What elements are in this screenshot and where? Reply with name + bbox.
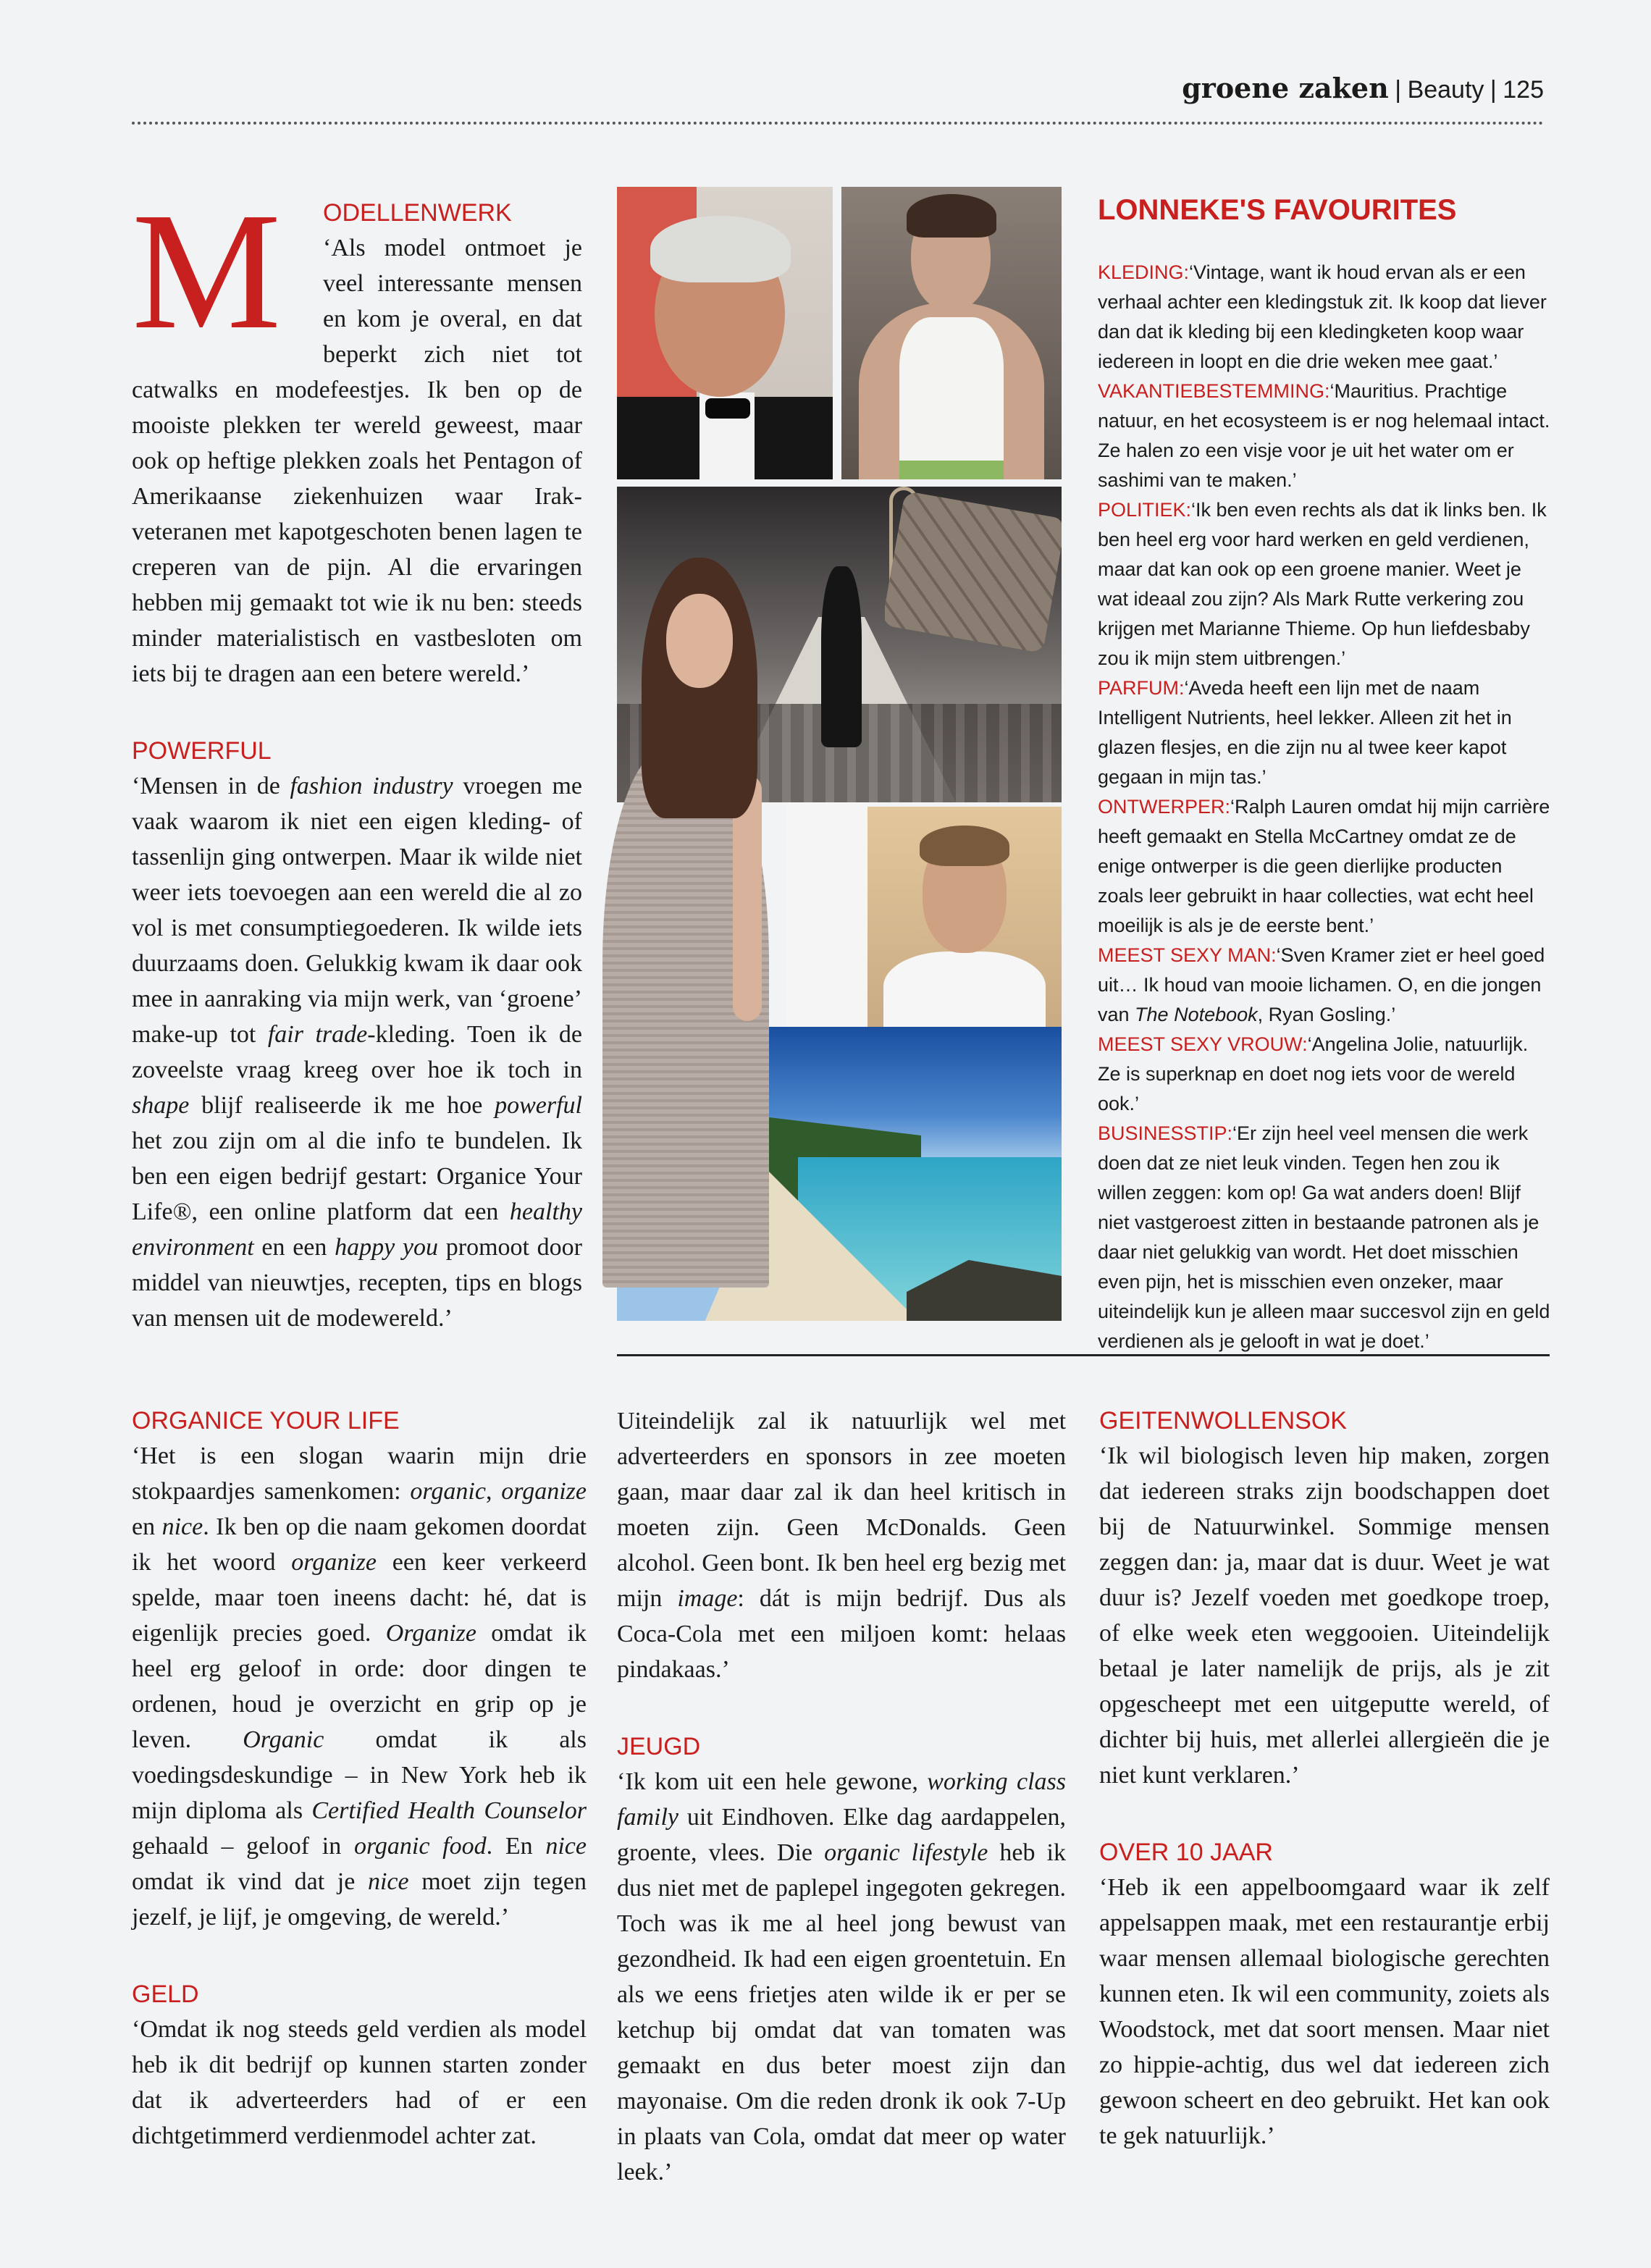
section-name: Beauty [1407,76,1484,104]
fav-item-parfum: PARFUM:‘Aveda heeft een lijn met de naam Intelligent Nutrients, heel lekker. Alleen zit het in glazen flesjes, en die zijn nu al twee keer kapot gegaan in mijn tas.’ [1098,677,1512,788]
favourites-box [1098,190,1551,1356]
section-heading-powerful: POWERFUL [132,737,272,765]
fav-item-kleding: KLEDING:‘Vintage, want ik houd ervan als er een verhaal achter een kledingstuk zit. Ik koop dat liever dan dat ik kleding bij een kledingketen koop waar iedereen in loopt en die drie weken mee gaat.’ [1098,261,1547,372]
article-column-bottom-left [132,1403,587,2154]
photo-blank-panel [786,802,867,1027]
paragraph-geld-continued: Uiteindelijk zal ik natuurlijk wel met adverteerders en sponsors in zee moeten gaan, maar daar zal ik dan heel kritisch in moeten zijn. Geen McDonalds. Geen alcohol. Geen bont. Ik ben heel erg bezig met mijn image: dát is mijn bedrijf. Dus als Coca-Cola met een miljoen komt: helaas pindakaas.’ [617,1408,1067,1683]
article-column-bottom-middle [617,1403,1066,2190]
fav-item-sexy-man: MEEST SEXY MAN:‘Sven Kramer ziet er heel goed uit… Ik houd van mooie lichamen. O, en die jongen van The Notebook, Ryan Gosling.’ [1098,944,1545,1025]
section-heading-organice: ORGANICE YOUR LIFE [132,1407,400,1435]
magazine-brand: groene zaken [1182,72,1389,104]
photo-ryan-gosling [867,807,1062,1028]
page-header [1182,72,1544,106]
header-separator: | [1395,76,1402,104]
page-number: 125 [1503,76,1544,104]
photo-angelina-jolie [598,558,779,1288]
paragraph-powerful: ‘Mensen in de fashion industry vroegen me vaak waarom ik niet een eigen kleding- of tassenlijn ging ontwerpen. Maar ik wilde niet weer iets toevoegen aan een wereld die al zo vol is met consumptiegoederen. Ik wilde iets duurzaams doen. Gelukkig kwam ik daar ook mee in aanraking via mijn werk, van ‘groene’ make-up tot fair trade-kleding. Toen ik de zoveelste vraag kreeg over hoe ik toch in shape blijf realiseerde ik me hoe powerful het zou zijn om al die info te bundelen. Ik ben een eigen bedrijf gestart: Organice Your Life®, een online platform dat een healthy environment en een happy you promoot door middel van nieuwtjes, recepten, tips en blogs van mensen uit de modewereld.’ [132,773,582,1332]
fav-item-vakantie: VAKANTIEBESTEMMING:‘Mauritius. Prachtige natuur, en het ecosysteem is er nog helemaal intact. Ze halen zo een visje voor je uit het water om er sashimi van te maken.’ [1098,380,1550,491]
paragraph-modellenwerk: ‘Als model ontmoet je veel interessante mensen en kom je overal, en dat beperkt zich niet tot catwalks en modefeestjes. Ik ben op de mooiste plekken ter wereld geweest, maar ook op heftige plekken zoals het Pentagon of Amerikaanse ziekenhuizen waar Irak-veteranen met kapotgeschoten benen lagen te creperen van de pijn. Al die ervaringen hebben mij gemaakt tot wie ik nu ben: steeds minder materialistisch en vastbesloten om iets bij te dragen aan een betere wereld.’ [132,235,582,687]
section-heading-over-10-jaar: OVER 10 JAAR [1099,1839,1273,1866]
fav-item-businesstip: BUSINESSTIP:‘Er zijn heel veel mensen die werk doen dat ze niet leuk vinden. Tegen hen zou ik willen zeggen: kom op! Ga wat anders doen! Blijf niet vastgeroest zitten in bestaande patronen als je daar niet gelukkig van wordt. Het doet misschien even pijn, het is misschien even onzeker, maar uiteindelijk kun je alleen maar succesvol zijn en geld verdienen als je gelooft in wat je doet.’ [1098,1122,1550,1352]
photo-ralph-lauren [617,187,833,479]
fav-item-politiek: POLITIEK:‘Ik ben even rechts als dat ik links ben. Ik ben heel erg voor hard werken en geld verdienen, maar dat kan ook op een groene manier. Weet je wat ideaal zou zijn? Als Mark Rutte verkering zou krijgen met Marianne Thieme. Op hun liefdesbaby zou ik mijn stem uitbrengen.’ [1098,499,1547,669]
header-separator: | [1490,76,1497,104]
paragraph-over-10-jaar: ‘Heb ik een appelboomgaard waar ik zelf appelsappen maak, met een restaurantje erbij waar mensen allemaal biologische gerechten kunnen eten. Ik wil een community, zoiets als Woodstock, met dat soort mensen. Maar niet zo hippie-achtig, dus wel dat iedereen zich gewoon scheert en deo gebruikt. Het kan ook te gek natuurlijk.’ [1099,1874,1550,2149]
fav-item-ontwerper: ONTWERPER:‘Ralph Lauren omdat hij mijn carrière heeft gemaakt en Stella McCartney omdat ze de enige ontwerper is die geen dierlijke producten zoals leer gebruikt in haar collecties, wat echt heel moeilijk is als je de eerste bent.’ [1098,796,1550,936]
section-heading-geld: GELD [132,1981,199,2008]
section-heading-jeugd: JEUGD [617,1733,701,1760]
paragraph-organice: ‘Het is een slogan waarin mijn drie stokpaardjes samenkomen: organic, organize en nice. Ik ben op die naam gekomen doordat ik het woord organize een keer verkeerd spelde, maar toen ineens dacht: hé, dat is eigenlijk precies goed. Organize omdat ik heel erg geloof in orde: door dingen te ordenen, houd je overzicht en grip op je leven. Organic omdat ik als voedingsdeskundige – in New York heb ik mijn diploma als Certified Health Counselor gehaald – geloof in organic food. En nice omdat ik vind dat je nice moet zijn tegen jezelf, je lijf, je omgeving, de wereld.’ [132,1442,587,1931]
photo-quilted-handbag [885,487,1062,668]
section-heading-geitenwollensok: GEITENWOLLENSOK [1099,1407,1347,1435]
photo-male-model [841,187,1062,479]
paragraph-geitenwollensok: ‘Ik wil biologisch leven hip maken, zorgen dat iedereen straks zijn boodschappen doet bij de Natuurwinkel. Sommige mensen zeggen dan: ja, maar dat is duur. Weet je wat duur is? Jezelf voeden met goedkope troep, of elke week eten weggooien. Uiteindelijk betaal je later namelijk de prijs, als je zit opgescheept met een uitgeputte wereld, of dichter bij huis, met allerlei allergieën die je niet kunt verklaren.’ [1099,1442,1550,1789]
horizontal-divider [617,1354,1550,1356]
drop-cap: M [132,178,282,364]
fav-item-sexy-vrouw: MEEST SEXY VROUW:‘Angelina Jolie, natuurlijk. Ze is superknap en doet nog iets voor de wereld ook.’ [1098,1033,1529,1114]
header-dotted-rule [132,122,1544,125]
favourites-title: LONNEKE'S FAVOURITES [1098,194,1457,226]
article-column-bottom-right [1099,1403,1550,2154]
article-column-left [132,178,582,1336]
section-heading-modellenwerk: ODELLENWERK [323,199,512,227]
paragraph-jeugd: ‘Ik kom uit een hele gewone, working class family uit Eindhoven. Elke dag aardappelen, groente, vlees. Die organic lifestyle heb ik dus niet met de paplepel ingegoten gekregen. Toch was ik me al heel jong bewust van gezondheid. Ik had een eigen groentetuin. En als we eens frietjes aten wilde ik er per se ketchup bij omdat dat van tomaten was gemaakt en dus beter moest zijn dan mayonaise. Om die reden dronk ik ook 7-Up in plaats van Cola, omdat dat meer op water leek.’ [617,1768,1066,2185]
paragraph-geld: ‘Omdat ik nog steeds geld verdien als model heb ik dit bedrijf op kunnen starten zonder dat ik adverteerders had of er een dichtgetimmerd verdienmodel achter zat. [132,2016,587,2149]
